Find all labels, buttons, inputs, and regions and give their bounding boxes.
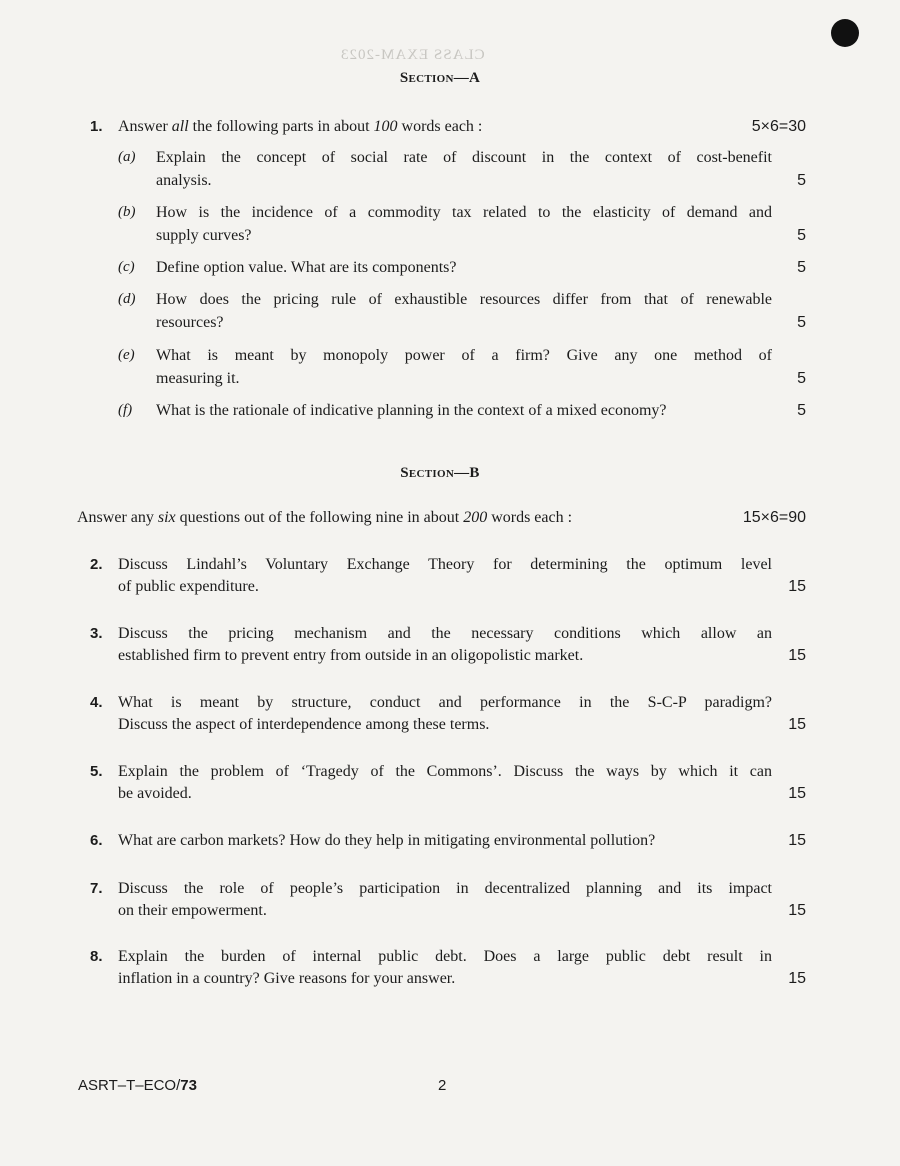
marks: 15	[788, 832, 806, 849]
marks: 5	[797, 314, 806, 331]
question-text-line: Explain the burden of internal public debt. Does a large public debt result in	[118, 948, 772, 965]
question-text-line: Discuss Lindahl’s Voluntary Exchange Theory for determining the optimum level	[118, 556, 772, 573]
question-text-line: Discuss the pricing mechanism and the necessary conditions which allow an	[118, 625, 772, 642]
question-text-line: What are carbon markets? How do they help in mitigating environmental pollution?	[118, 832, 656, 849]
question-number: 6.	[90, 832, 103, 849]
marks: 5	[797, 172, 806, 189]
question-text-line: established firm to prevent entry from outside in an oligopolistic market.	[118, 647, 584, 664]
question-text-line: Discuss the aspect of interdependence among these terms.	[118, 716, 490, 733]
part-text-line: supply curves?	[156, 227, 252, 244]
marks: 15×6=90	[742, 509, 806, 526]
question-number: 5.	[90, 763, 103, 780]
paper-code: ASRT–T–ECO/73	[78, 1077, 197, 1094]
question-text-line: Discuss the role of people’s participation in decentralized planning and its impact	[118, 880, 772, 897]
question-number: 1.	[90, 118, 103, 135]
part-text-line: How does the pricing rule of exhaustible resources differ from that of renewable	[156, 291, 772, 308]
part-text-line: analysis.	[156, 172, 212, 189]
marks: 15	[788, 716, 806, 733]
marks: 5	[797, 259, 806, 276]
question-text-line: on their empowerment.	[118, 902, 267, 919]
question-text-line: be avoided.	[118, 785, 192, 802]
question-number: 7.	[90, 880, 103, 897]
part-label: (a)	[118, 149, 136, 165]
marks: 15	[788, 902, 806, 919]
part-text-line: resources?	[156, 314, 224, 331]
question-number: 2.	[90, 556, 103, 573]
question-number: 4.	[90, 694, 103, 711]
marks: 5	[797, 227, 806, 244]
question-number: 3.	[90, 625, 103, 642]
bleed-through-text: CLASS EXAM-2023	[340, 47, 485, 63]
part-text-line: How is the incidence of a commodity tax related to the elasticity of demand and	[156, 204, 772, 221]
question-text-line: What is meant by structure, conduct and performance in the S-C-P paradigm?	[118, 694, 772, 711]
marks: 5	[797, 370, 806, 387]
part-text-line: What is meant by monopoly power of a firm? Give any one method of	[156, 347, 772, 364]
part-label: (c)	[118, 259, 135, 275]
marks: 15	[788, 647, 806, 664]
part-text-line: measuring it.	[156, 370, 240, 387]
marks: 15	[788, 578, 806, 595]
marks: 15	[788, 785, 806, 802]
section-a-heading: Section—A	[399, 70, 481, 86]
part-label: (f)	[118, 402, 133, 418]
question-text-line: of public expenditure.	[118, 578, 259, 595]
part-label: (e)	[118, 347, 135, 363]
marks: 5	[797, 402, 806, 419]
question-text-line: Explain the problem of ‘Tragedy of the Commons’. Discuss the ways by which it can	[118, 763, 772, 780]
question-text-line: inflation in a country? Give reasons for your answer.	[118, 970, 456, 987]
marks: 15	[788, 970, 806, 987]
page-number: 2	[438, 1077, 447, 1094]
part-label: (d)	[118, 291, 136, 307]
part-text-line: Explain the concept of social rate of discount in the context of cost-benefit	[156, 149, 772, 166]
punch-hole	[831, 19, 859, 47]
part-label: (b)	[118, 204, 136, 220]
part-text-line: Define option value. What are its components?	[156, 259, 457, 276]
marks: 5×6=30	[751, 118, 806, 135]
instruction-text: Answer any six questions out of the following nine in about 200 words each :	[77, 509, 573, 526]
question-number: 8.	[90, 948, 103, 965]
question-1-instruction: Answer all the following parts in about 100 words each :	[118, 118, 483, 135]
part-text-line: What is the rationale of indicative planning in the context of a mixed economy?	[156, 402, 667, 419]
section-b-heading: Section—B	[400, 465, 480, 481]
